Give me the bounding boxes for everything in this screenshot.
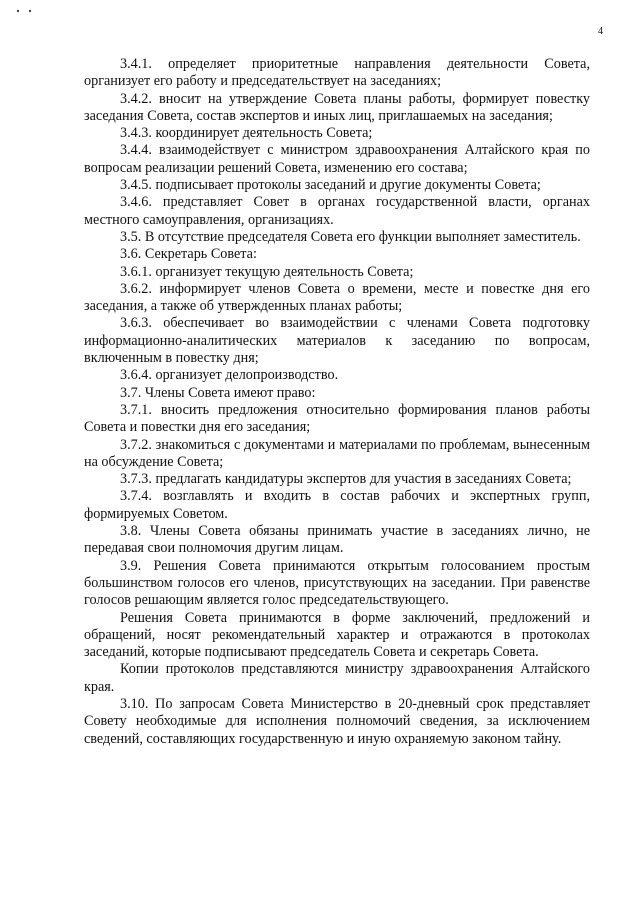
document-body [84, 56, 590, 748]
paragraph-protocol-copies: Копии протоколов представляются министру здравоохранения Алтайского края. [84, 661, 590, 695]
scan-mark [16, 8, 32, 14]
paragraph-3-4-3: 3.4.3. координирует деятельность Совета; [120, 125, 373, 142]
paragraph-3-6-4: 3.6.4. организует делопроизводство. [120, 367, 339, 384]
paragraph-3-7: 3.7. Члены Совета имеют право: [120, 384, 316, 401]
paragraph-3-7-3: 3.7.3. предлагать кандидатуры экспертов для участия в заседаниях Совета; [120, 471, 572, 488]
paragraph-3-4-2: 3.4.2. вносит на утверждение Совета планы работы, формирует повестку заседания Совета, состав экспертов и иных лиц, приглашаемых на заседания; [84, 90, 590, 124]
paragraph-3-7-1: 3.7.1. вносить предложения относительно формирования планов работы Совета и повестки дня его заседания; [84, 401, 590, 436]
paragraph-3-6: 3.6. Секретарь Совета: [120, 246, 257, 263]
paragraph-decisions-form: Решения Совета принимаются в форме заключений, предложений и обращений, носят рекомендательный характер и отражаются в протоколах заседаний, которые подписывают председатель Совета и секретарь Совета. [84, 609, 590, 661]
paragraph-3-6-2: 3.6.2. информирует членов Совета о времени, месте и повестке дня его заседания, а также об утвержденных планах работы; [84, 280, 590, 315]
paragraph-3-4-1: 3.4.1. определяет приоритетные направления деятельности Совета, организует его работу и председательствует на заседаниях; [84, 56, 590, 90]
paragraph-3-9: 3.9. Решения Совета принимаются открытым голосованием простым большинством голосов его членов, присутствующих на заседании. При равенстве голосов решающим является голос председательствующего. [84, 557, 590, 609]
paragraph-3-4-4: 3.4.4. взаимодействует с министром здравоохранения Алтайского края по вопросам реализации решений Совета, изменению его состава; [84, 142, 590, 176]
paragraph-3-5: 3.5. В отсутствие председателя Совета его функции выполняет заместитель. [120, 228, 581, 245]
paragraph-3-4-5: 3.4.5. подписывает протоколы заседаний и другие документы Совета; [120, 177, 541, 194]
paragraph-3-7-4: 3.7.4. возглавлять и входить в состав рабочих и экспертных групп, формируемых Советом. [84, 488, 590, 522]
paragraph-3-6-1: 3.6.1. организует текущую деятельность Совета; [120, 263, 414, 280]
paragraph-3-6-3: 3.6.3. обеспечивает во взаимодействии с членами Совета подготовку информационно-аналитических материалов к заседанию по вопросам, включенным в повестку дня; [84, 315, 590, 367]
paragraph-3-7-2: 3.7.2. знакомиться с документами и материалами по проблемам, вынесенным на обсуждение Совета; [84, 436, 590, 470]
paragraph-3-10: 3.10. По запросам Совета Министерство в 20-дневный срок представляет Совету необходимые для исполнения полномочий сведения, за исключением сведений, составляющих государственную и иную охраняемую законом тайну. [84, 695, 590, 747]
paragraph-3-8: 3.8. Члены Совета обязаны принимать участие в заседаниях лично, не передавая свои полномочия другим лицам. [84, 523, 590, 557]
page-number: 4 [598, 26, 603, 37]
paragraph-3-4-6: 3.4.6. представляет Совет в органах государственной власти, органах местного самоуправления, организациях. [84, 194, 590, 228]
